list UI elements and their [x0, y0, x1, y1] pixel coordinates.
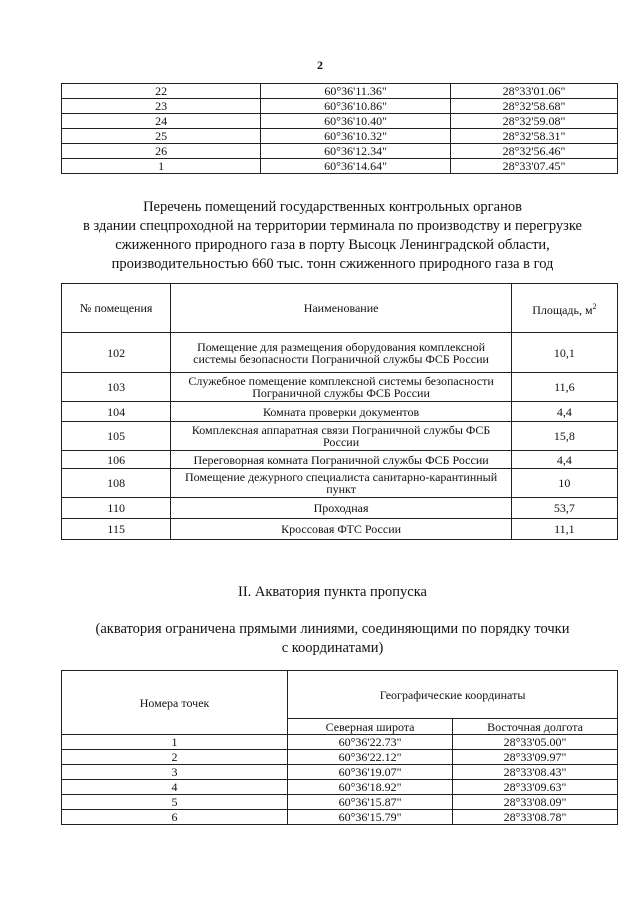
coordinates-table-continued [61, 83, 618, 174]
table-row [62, 469, 618, 498]
heading-line: производительностью 660 тыс. тонн сжиженного природного газа в год [111, 256, 554, 272]
longitude-cell: 28°33'08.43" [453, 765, 618, 780]
room-number: 115 [62, 519, 171, 540]
point-number: 25 [62, 129, 261, 144]
table-row [62, 519, 618, 540]
table-header-row [62, 284, 618, 333]
room-area: 10,1 [511, 333, 617, 373]
rooms-list-heading [40, 198, 625, 274]
column-header-geo-coords: Географические координаты [288, 671, 618, 719]
longitude-cell: 28°33'08.78" [453, 810, 618, 825]
room-number: 105 [62, 422, 171, 451]
column-header-name: Наименование [171, 284, 511, 333]
table-row [62, 795, 618, 810]
table-row [62, 810, 618, 825]
longitude-cell: 28°32'58.31" [450, 129, 617, 144]
heading-line: Перечень помещений государственных контрольных органов [143, 199, 522, 215]
room-name: Помещение дежурного специалиста санитарно-карантинный пункт [171, 469, 511, 498]
room-area: 11,6 [511, 373, 617, 402]
room-area: 10 [511, 469, 617, 498]
room-name: Помещение для размещения оборудования комплексной системы безопасности Пограничной службы ФСБ России [171, 333, 511, 373]
column-header-longitude: Восточная долгота [453, 719, 618, 735]
table-row [62, 422, 618, 451]
latitude-cell: 60°36'10.32" [261, 129, 451, 144]
point-number: 5 [62, 795, 288, 810]
point-number: 1 [62, 735, 288, 750]
table-row [62, 750, 618, 765]
point-number: 3 [62, 765, 288, 780]
latitude-cell: 60°36'22.12" [288, 750, 453, 765]
area-label: Площадь, м [532, 302, 593, 317]
room-number: 102 [62, 333, 171, 373]
room-number: 106 [62, 451, 171, 469]
page-number: 2 [317, 58, 323, 72]
column-header-room-number: № помещения [62, 284, 171, 333]
longitude-cell: 28°33'07.45" [450, 159, 617, 174]
latitude-cell: 60°36'15.79" [288, 810, 453, 825]
table-row [62, 402, 618, 422]
table-row [62, 144, 618, 159]
longitude-cell: 28°32'56.46" [450, 144, 617, 159]
table-row [62, 129, 618, 144]
room-number: 110 [62, 498, 171, 519]
point-number: 4 [62, 780, 288, 795]
room-name: Комната проверки документов [171, 402, 511, 422]
table-row [62, 498, 618, 519]
longitude-cell: 28°32'58.68" [450, 99, 617, 114]
latitude-cell: 60°36'11.36" [261, 84, 451, 99]
room-number: 103 [62, 373, 171, 402]
table-row [62, 114, 618, 129]
latitude-cell: 60°36'12.34" [261, 144, 451, 159]
point-number: 24 [62, 114, 261, 129]
latitude-cell: 60°36'15.87" [288, 795, 453, 810]
point-number: 2 [62, 750, 288, 765]
description-line: (акватория ограничена прямыми линиями, соединяющими по порядку точки [95, 621, 570, 637]
longitude-cell: 28°33'05.00" [453, 735, 618, 750]
description-line: с координатами) [281, 640, 384, 656]
column-header-area [511, 284, 617, 333]
longitude-cell: 28°33'01.06" [450, 84, 617, 99]
area-unit-superscript: 2 [592, 301, 597, 311]
latitude-cell: 60°36'14.64" [261, 159, 451, 174]
longitude-cell: 28°33'09.97" [453, 750, 618, 765]
room-name: Служебное помещение комплексной системы безопасности Пограничной службы ФСБ России [171, 373, 511, 402]
latitude-cell: 60°36'22.73" [288, 735, 453, 750]
table-row [62, 84, 618, 99]
heading-line: сжиженного природного газа в порту Высоцк Ленинградской области, [115, 237, 550, 253]
water-area-description [40, 620, 625, 658]
room-name: Кроссовая ФТС России [171, 519, 511, 540]
table-row [62, 780, 618, 795]
latitude-cell: 60°36'10.40" [261, 114, 451, 129]
point-number: 6 [62, 810, 288, 825]
table-row [62, 451, 618, 469]
room-name: Переговорная комната Пограничной службы ФСБ России [171, 451, 511, 469]
table-row [62, 373, 618, 402]
point-number: 22 [62, 84, 261, 99]
latitude-cell: 60°36'18.92" [288, 780, 453, 795]
table-header-row [62, 671, 618, 719]
column-header-points: Номера точек [62, 671, 288, 735]
room-area: 11,1 [511, 519, 617, 540]
table-row [62, 333, 618, 373]
water-area-coordinates-table [61, 670, 618, 825]
room-number: 108 [62, 469, 171, 498]
room-area: 4,4 [511, 451, 617, 469]
table-row [62, 99, 618, 114]
point-number: 1 [62, 159, 261, 174]
latitude-cell: 60°36'19.07" [288, 765, 453, 780]
column-header-latitude: Северная широта [288, 719, 453, 735]
room-area: 53,7 [511, 498, 617, 519]
room-area: 4,4 [511, 402, 617, 422]
latitude-cell: 60°36'10.86" [261, 99, 451, 114]
longitude-cell: 28°32'59.08" [450, 114, 617, 129]
room-name: Комплексная аппаратная связи Пограничной службы ФСБ России [171, 422, 511, 451]
rooms-table [61, 283, 618, 540]
point-number: 23 [62, 99, 261, 114]
water-area-heading: II. Акватория пункта пропуска [237, 584, 427, 600]
table-row [62, 765, 618, 780]
room-number: 104 [62, 402, 171, 422]
point-number: 26 [62, 144, 261, 159]
longitude-cell: 28°33'08.09" [453, 795, 618, 810]
longitude-cell: 28°33'09.63" [453, 780, 618, 795]
table-row [62, 735, 618, 750]
table-row [62, 159, 618, 174]
room-area: 15,8 [511, 422, 617, 451]
heading-line: в здании спецпроходной на территории терминала по производству и перегрузке [83, 218, 582, 234]
room-name: Проходная [171, 498, 511, 519]
